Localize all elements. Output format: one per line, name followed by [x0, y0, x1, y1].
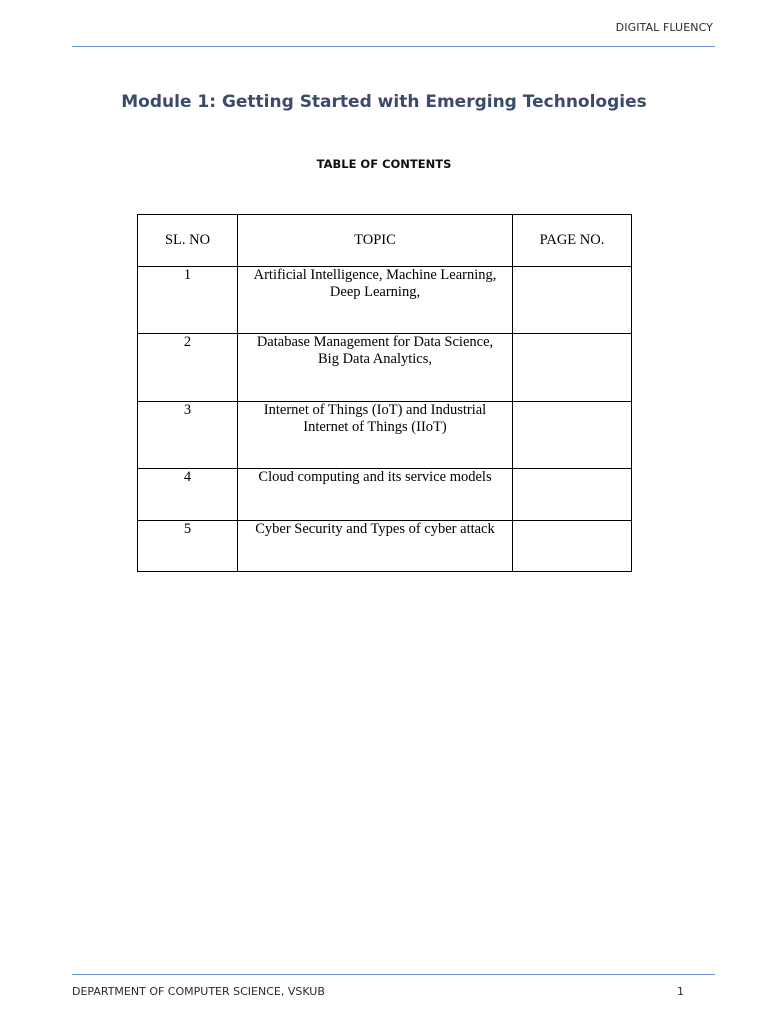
- column-header-sl-no: SL. NO: [138, 215, 238, 267]
- table-row: [138, 521, 632, 572]
- row-topic: Cyber Security and Types of cyber attack: [238, 521, 513, 572]
- row-sl-no: 1: [138, 267, 238, 334]
- row-topic: [238, 334, 513, 402]
- table-row: [138, 402, 632, 469]
- row-page-no: [513, 267, 632, 334]
- row-topic: [238, 267, 513, 334]
- page-header-title: DIGITAL FLUENCY: [615, 21, 713, 34]
- row-topic: [238, 402, 513, 469]
- column-header-topic: TOPIC: [238, 215, 513, 267]
- footer-page-number: 1: [677, 985, 684, 998]
- row-page-no: [513, 521, 632, 572]
- row-sl-no: 4: [138, 469, 238, 521]
- table-row: [138, 469, 632, 521]
- row-page-no: [513, 469, 632, 521]
- row-topic-line: Internet of Things (IIoT): [303, 419, 447, 435]
- column-header-page-no: PAGE NO.: [513, 215, 632, 267]
- row-sl-no: 3: [138, 402, 238, 469]
- row-page-no: [513, 402, 632, 469]
- footer-department: DEPARTMENT OF COMPUTER SCIENCE, VSKUB: [72, 985, 325, 998]
- row-topic-line: Artificial Intelligence, Machine Learning,: [253, 267, 497, 283]
- table-of-contents: [137, 214, 632, 572]
- row-page-no: [513, 334, 632, 402]
- footer-divider: [72, 974, 715, 975]
- row-sl-no: 2: [138, 334, 238, 402]
- toc-heading: TABLE OF CONTENTS: [316, 157, 452, 171]
- row-topic-line: Big Data Analytics,: [318, 351, 432, 367]
- row-topic: Cloud computing and its service models: [238, 469, 513, 521]
- row-sl-no: 5: [138, 521, 238, 572]
- table-header-row: [138, 215, 632, 267]
- row-topic-line: Internet of Things (IoT) and Industrial: [263, 402, 487, 418]
- row-topic-line: Database Management for Data Science,: [256, 334, 494, 350]
- table-row: [138, 334, 632, 402]
- table-row: [138, 267, 632, 334]
- header-divider: [72, 46, 715, 47]
- document-title: Module 1: Getting Started with Emerging Technologies: [121, 92, 647, 112]
- row-topic-line: Deep Learning,: [329, 284, 421, 300]
